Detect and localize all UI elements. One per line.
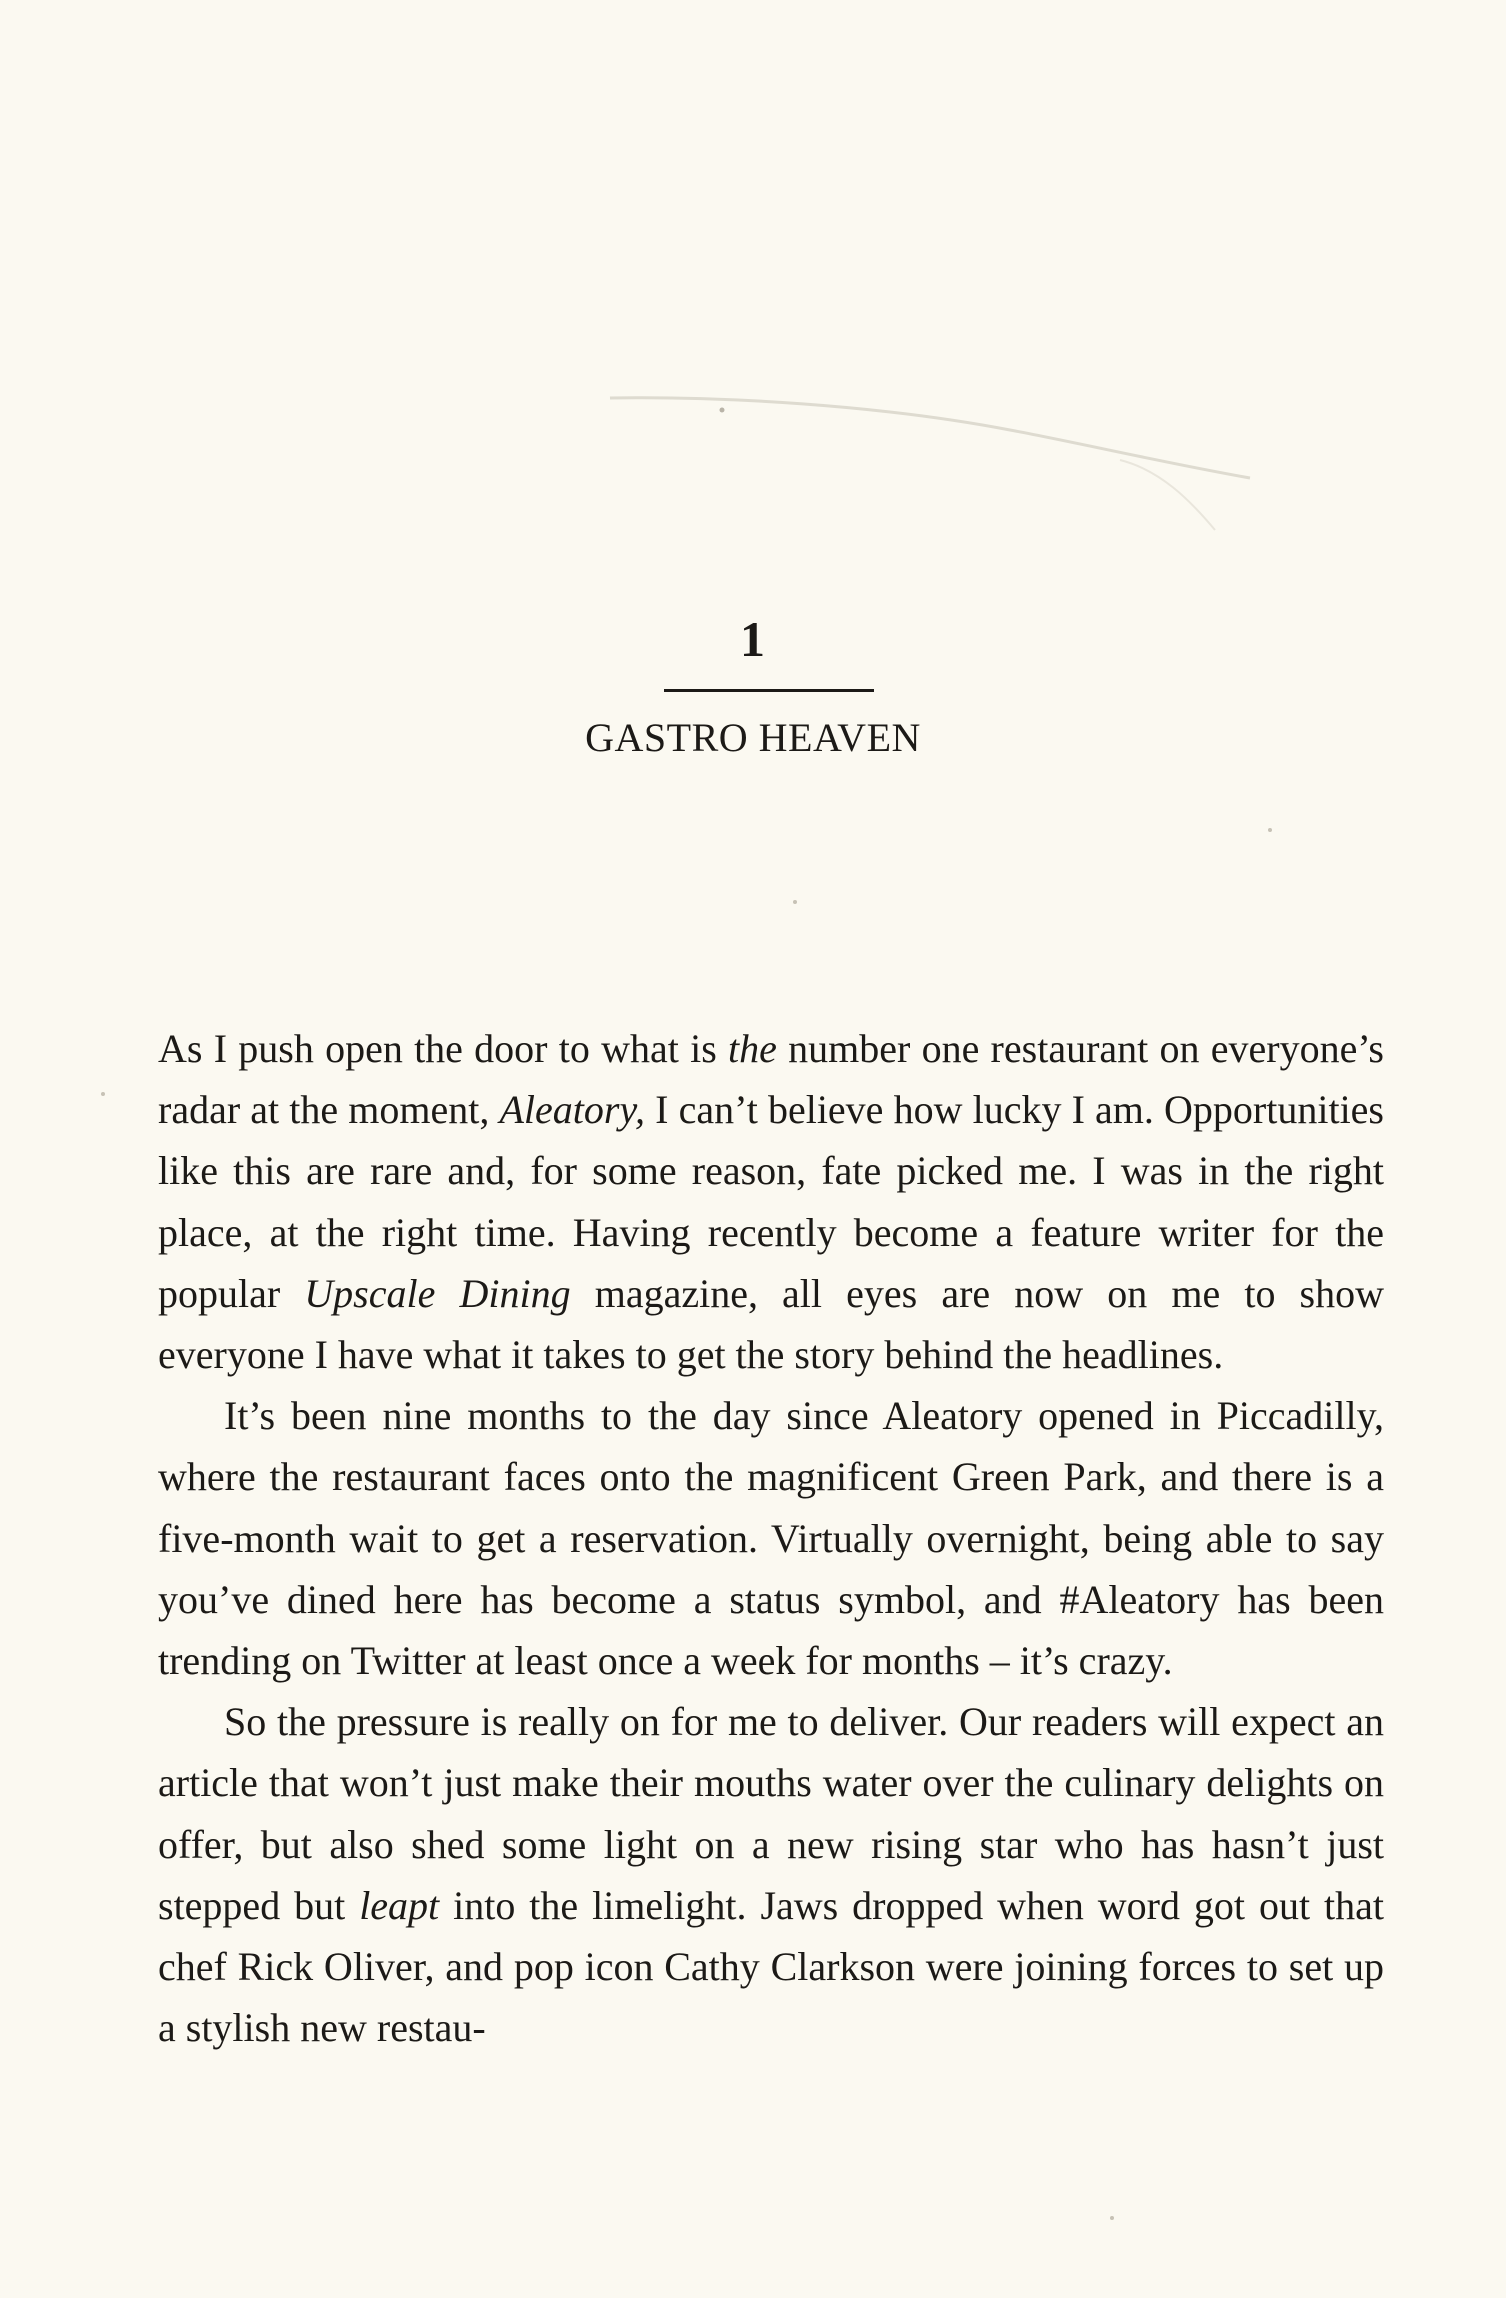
text-run: I can’t believe how lucky I am. Opportunities like this are rare and, for some reason, fate picked me. I was in the right place, at the right time. Having recently become a feature writer for the popular [158,1087,1385,1316]
paper-speck [1110,2216,1114,2220]
text-run: As I push open the door to what is [158,1026,729,1071]
text-run: So the pressure is really on for me to deliver. Our readers will expect an article that won’t just make their mouths water over the culinary delights on offer, but also shed some light on a new rising star who has hasn’t just stepped but [158,1699,1384,1928]
paper-crease-mark [610,398,1250,478]
paper-speck [793,900,797,904]
chapter-title: GASTRO HEAVEN [585,715,921,760]
body-paragraph [158,1018,1384,1385]
chapter-body [158,1018,1384,2058]
text-run: into the limelight. Jaws dropped when word got out that chef Rick Oliver, and pop icon Cathy Clarkson were joining forces to set up a stylish new restau- [158,1882,1384,2051]
italic-text: Aleatory, [499,1087,646,1133]
body-paragraph [158,1385,1384,1691]
paper-speck [720,408,725,413]
text-run: magazine, all eyes are now on me to show everyone I have what it takes to get the story behind the headlines. [158,1270,1384,1378]
text-run: It’s been nine months to the day since Aleatory opened in Piccadilly, where the restaurant faces onto the magnificent Green Park, and there is a five-month wait to get a reservation. Virtually overnight, being able to say you’ve dined here has become a status symbol, and #Aleatory has been trending on Twitter at least once a week for months – it’s crazy. [158,1393,1384,1684]
body-paragraph [158,1691,1384,2058]
italic-text: the [728,1026,777,1071]
chapter-divider [664,689,874,692]
italic-text: leapt [359,1882,440,1928]
paper-speck [1268,828,1272,832]
paper-crease-mark-faint [1120,460,1215,530]
italic-text: Upscale Dining [304,1270,571,1316]
paper-speck [101,1092,105,1096]
text-run: number one restaurant on everyone’s radar at the moment, [158,1026,1384,1133]
chapter-number: 1 [740,611,766,667]
